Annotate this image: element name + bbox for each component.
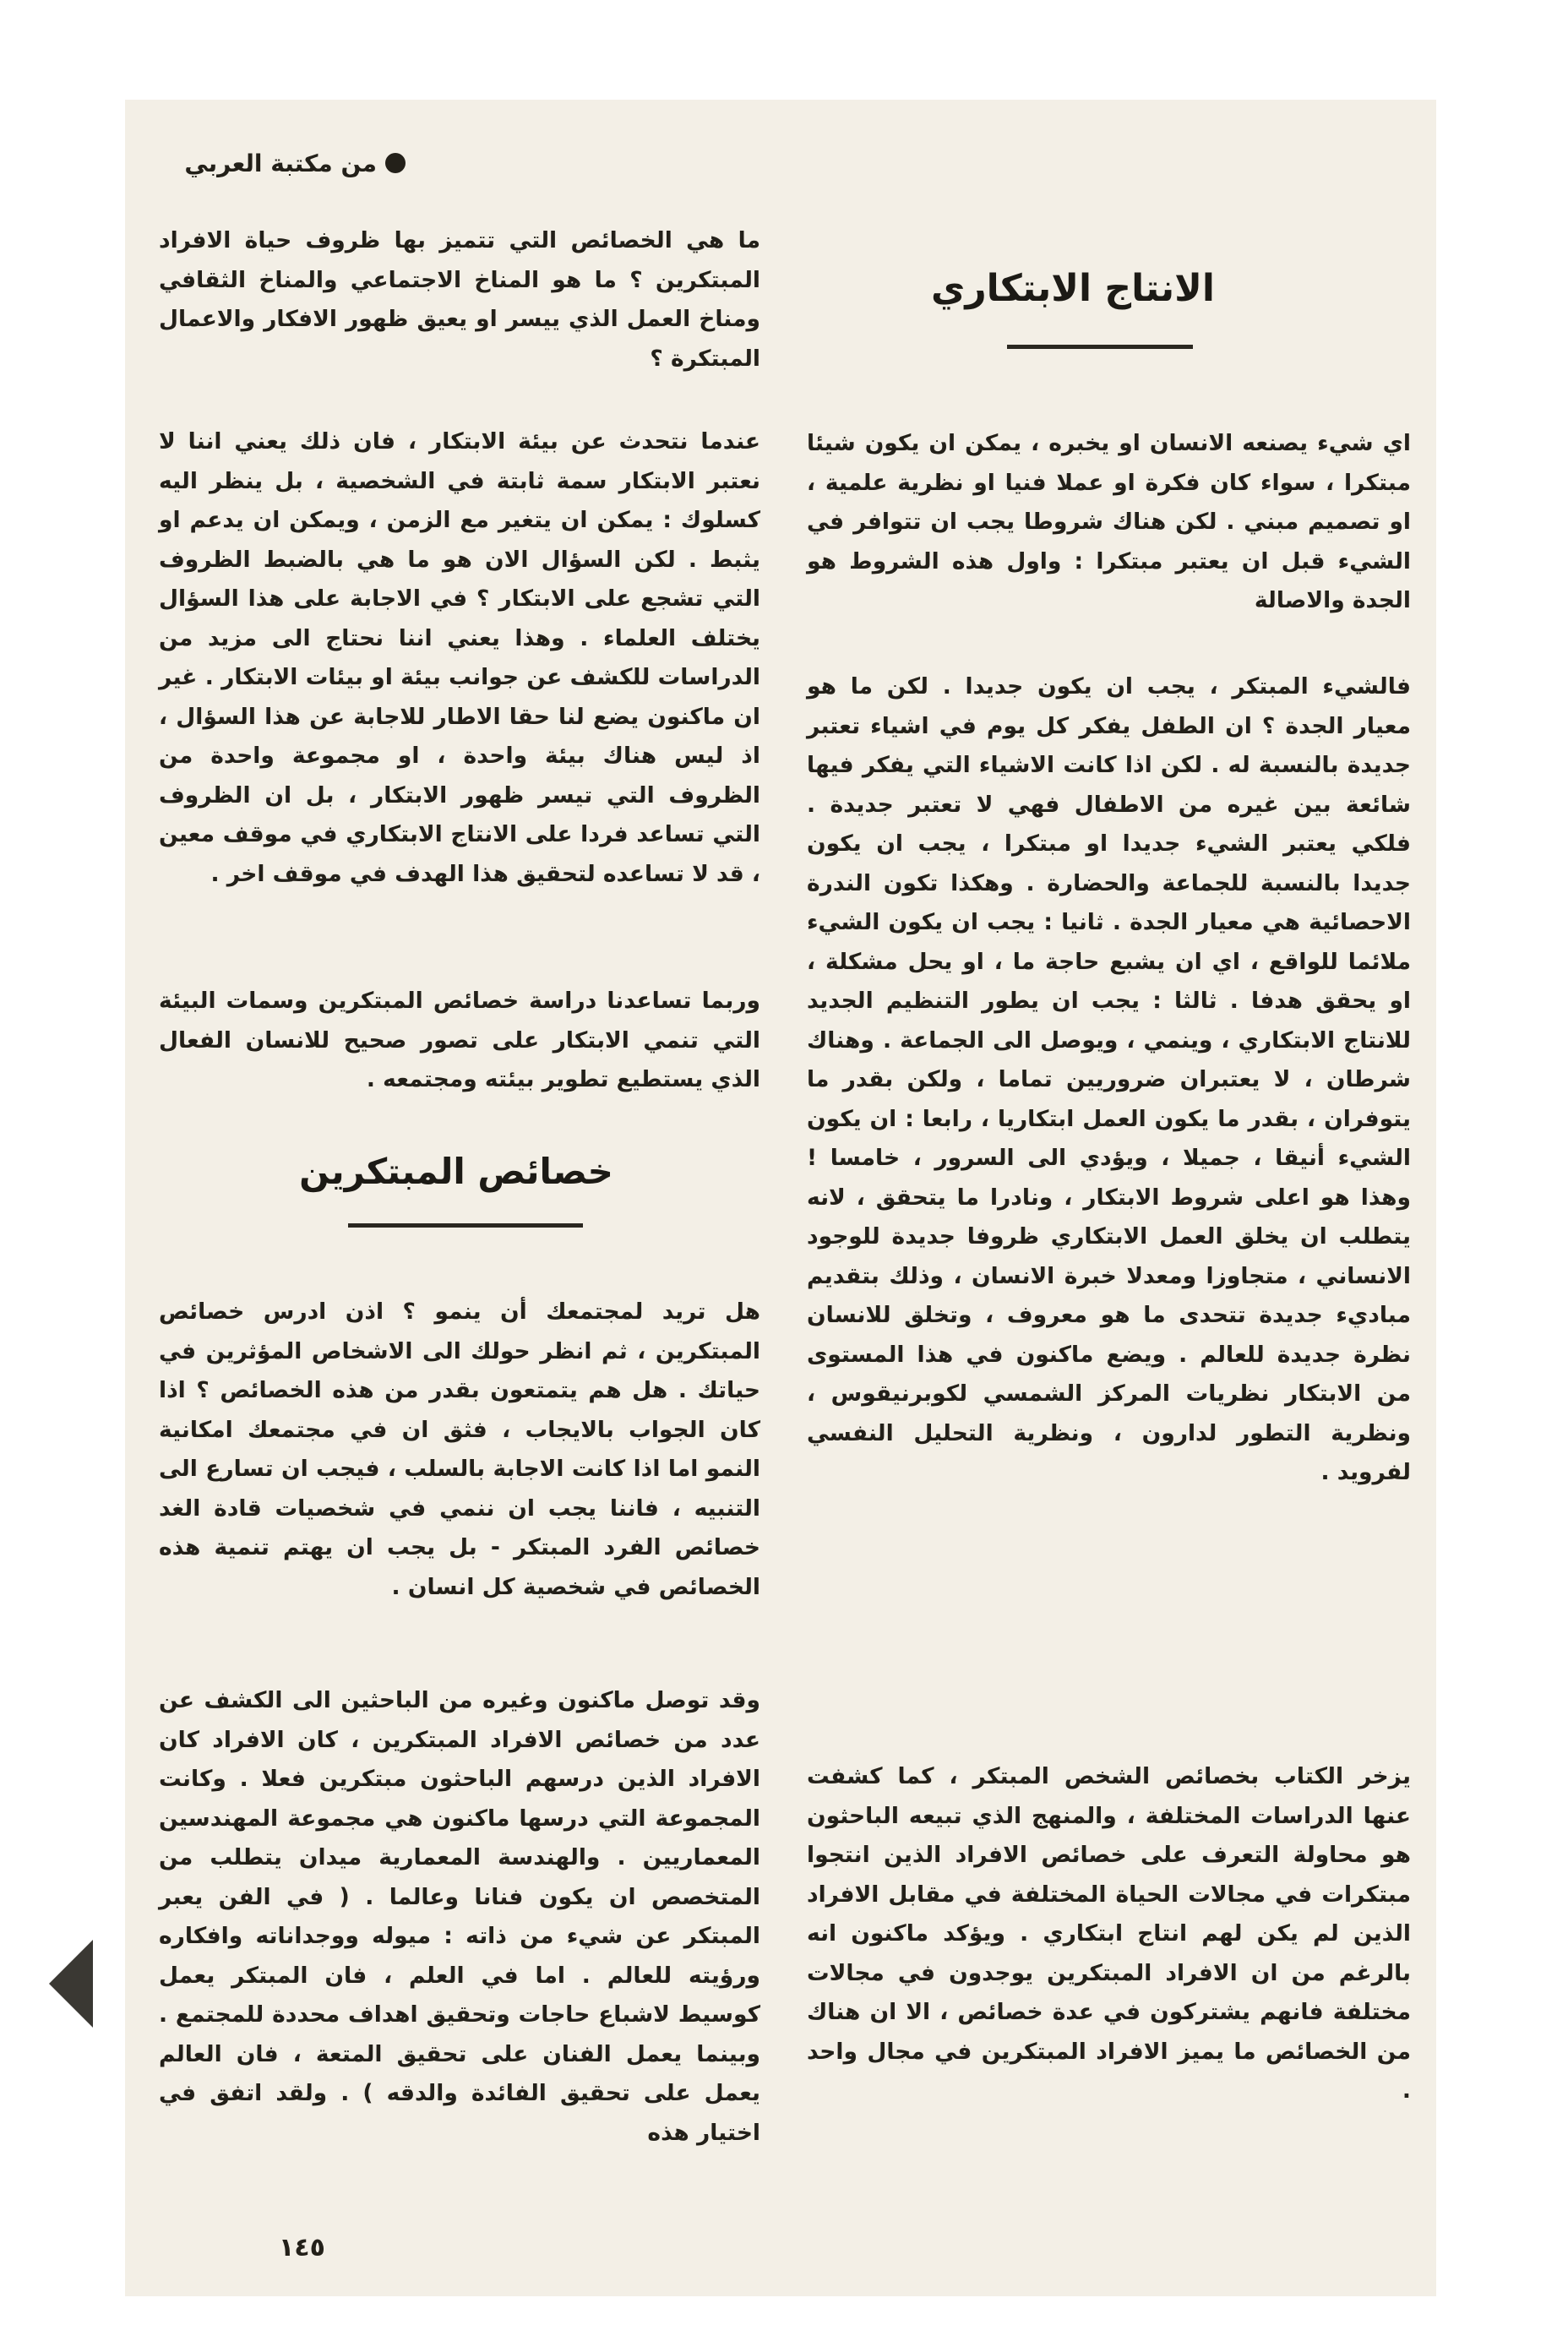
paragraph: هل تريد لمجتمعك أن ينمو ؟ اذن ادرس خصائص المبتكرين ، ثم انظر حولك الى الاشخاص المؤثرين في حياتك . هل هم يتمتعون بقدر من هذه الخصائص ؟ اذا كان الجواب بالايجاب ، فثق ان في مجتمعك امكانية النمو اما اذا كانت الاجابة بالسلب ، فيجب ان تسارع الى التنبيه ، فاننا يجب ان ننمي في شخصيات قادة الغد خصائص الفرد المبتكر - بل يجب ان يهتم تنمية هذه الخصائص في شخصية كل انسان . xyxy=(159,1299,760,1600)
paragraph: يزخر الكتاب بخصائص الشخص المبتكر ، كما كشفت عنها الدراسات المختلفة ، والمنهج الذي تبيعه الباحثون هو محاولة التعرف على خصائص الافراد الذين انتجوا مبتكرات في مجالات الحياة المختلفة في مقابل الافراد الذين لم يكن لهم انتاج ابتكاري . ويؤكد ماكنون انه بالرغم من ان الافراد المبتكرين يوجدون في مجالات مختلفة فانهم يشتركون في عدة خصائص ، الا ان هناك من الخصائص ما يميز الافراد المبتكرين في مجال واحد . xyxy=(807,1763,1411,2104)
paragraph: ما هي الخصائص التي تتميز بها ظروف حياة الافراد المبتكرين ؟ ما هو المناخ الاجتماعي والمناخ الثقافي ومناخ العمل الذي ييسر او يعيق ظهور الافكار والاعمال المبتكرة ؟ xyxy=(159,227,760,372)
section-header xyxy=(152,142,406,184)
paragraph: عندما نتحدث عن بيئة الابتكار ، فان ذلك يعني اننا لا نعتبر الابتكار سمة ثابتة في الشخصية ، بل ينظر اليه كسلوك : يمكن ان يتغير مع الزمن ، ويمكن ان يدعم او يثبط . لكن السؤال الان هو ما هي بالضبط الظروف التي تشجع على الابتكار ؟ في الاجابة على هذا السؤال يختلف العلماء . وهذا يعني اننا نحتاج الى مزيد من الدراسات للكشف عن جوانب بيئة او بيئات الابتكار . غير ان ماكنون يضع لنا حقا الاطار للاجابة عن هذا السؤال ، اذ ليس هناك بيئة واحدة ، او مجموعة واحدة من الظروف التي تيسر ظهور الابتكار ، بل ان الظروف التي تساعد فردا على الانتاج الابتكاري في موقف معين ، قد لا تساعده لتحقيق هذا الهدف في موقف اخر . xyxy=(159,428,760,887)
title-rule xyxy=(1007,345,1193,349)
paragraph: فالشيء المبتكر ، يجب ان يكون جديدا . لكن ما هو معيار الجدة ؟ ان الطفل يفكر كل يوم في اشياء تعتبر جديدة بالنسبة له . لكن اذا كانت الاشياء التي يفكر فيها شائعة بين غيره من الاطفال فهي لا تعتبر جديدة . فلكي يعتبر الشيء جديدا او مبتكرا ، يجب ان يكون جديدا بالنسبة للجماعة والحضارة . وهكذا تكون الندرة الاحصائية هي معيار الجدة . ثانيا : يجب ان يكون الشيء ملائما للواقع ، اي ان يشبع حاجة ما ، او يحل مشكلة ، او يحقق هدفا . ثالثا : يجب ان يطور التنظيم الجديد للانتاج الابتكاري ، وينمي ، ويوصل الى الجماعة . وهناك شرطان ، لا يعتبران ضروريين تماما ، ولكن بقدر ما يتوفران ، بقدر ما يكون العمل ابتكاريا ، رابعا : ان يكون الشيء أنيقا ، جميلا ، ويؤدي الى السرور ، خامسا ! وهذا هو اعلى شروط الابتكار ، ونادرا ما يتحقق ، لانه يتطلب ان يخلق العمل الابتكاري ظروفا جديدة للوجود الانساني ، متجاوزا ومعدلا خبرة الانسان ، وذلك بتقديم مباديء جديدة تتحدى ما هو معروف ، وتخلق للانسان نظرة جديدة للعالم . ويضع ماكنون في هذا المستوى من الابتكار نظريات المركز الشمسي لكوبرنيقوس ، ونظرية التطور لدارون ، ونظرية التحليل النفسي لفرويد . xyxy=(807,673,1411,1485)
section-title: خصائص المبتكرين xyxy=(299,1151,613,1192)
article-title: الانتاج الابتكاري xyxy=(931,267,1215,310)
title-rule xyxy=(348,1223,583,1228)
bullet-icon xyxy=(385,153,406,173)
triangle-marker-icon xyxy=(49,1940,93,2028)
paragraph: وقد توصل ماكنون وغيره من الباحثين الى الكشف عن عدد من خصائص الافراد المبتكرين ، كان الافراد كان الافراد الذين درسهم الباحثون مبتكرين فعلا . وكانت المجموعة التي درسها ماكنون هي مجموعة المهندسين المعماريين . والهندسة المعمارية ميدان يتطلب من المتخصص ان يكون فنانا وعالما . ( في الفن يعبر المبتكر عن شيء من ذاته : ميوله ووجداناته وافكاره ورؤيته للعالم . اما في العلم ، فان المبتكر يعمل كوسيط لاشباع حاجات وتحقيق اهداف محددة للمجتمع . وبينما يعمل الفنان على تحقيق المتعة ، فان العالم يعمل على تحقيق الفائدة والدقه ) . ولقد اتفق في اختيار هذه xyxy=(159,1687,760,2146)
paragraph: اي شيء يصنعه الانسان او يخبره ، يمكن ان يكون شيئا مبتكرا ، سواء كان فكرة او عملا فنيا او نظرية علمية ، او تصميم مبني . لكن هناك شروطا يجب ان تتوافر في الشيء قبل ان يعتبر مبتكرا : واول هذه الشروط هو الجدة والاصالة xyxy=(807,430,1411,613)
section-label: من مكتبة العربي xyxy=(184,149,377,177)
paragraph: وربما تساعدنا دراسة خصائص المبتكرين وسمات البيئة التي تنمي الابتكار على تصور صحيح للانسان الفعال الذي يستطيع تطوير بيئته ومجتمعه . xyxy=(159,988,760,1092)
page-number: ١٤٥ xyxy=(279,2233,325,2262)
